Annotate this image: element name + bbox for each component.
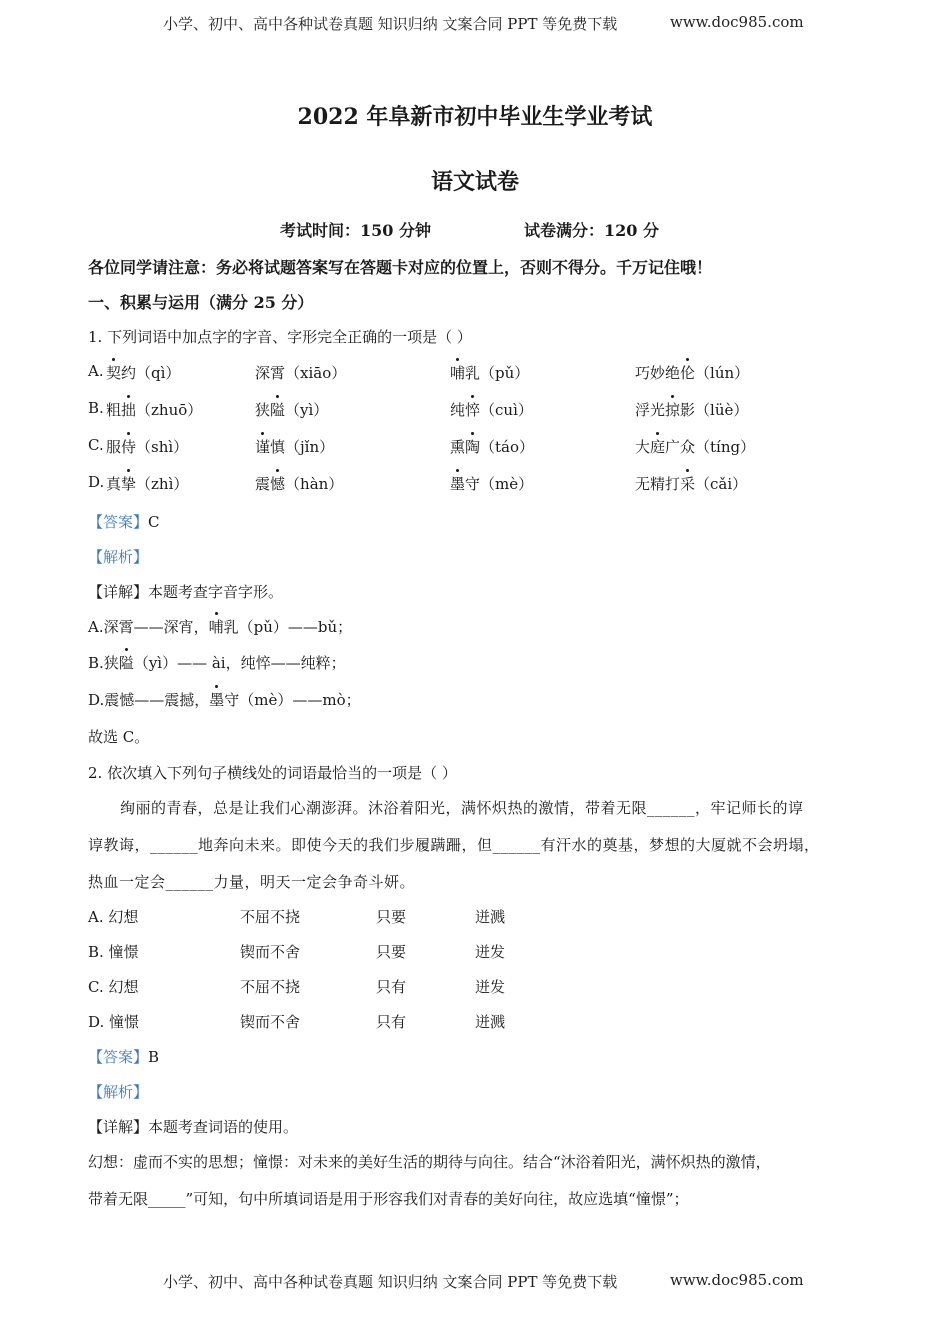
answer-tag: 【答案】 xyxy=(88,513,149,531)
q1-explain-line: B.狭隘（yì）—— ài，纯悴——纯粹； xyxy=(88,654,346,672)
q2-option-label: B. 憧憬 xyxy=(88,943,139,961)
q1-option-word: 纯悴（cuì） xyxy=(450,401,533,419)
q1-option-word: 熏陶（táo） xyxy=(450,438,535,456)
q1-option-word: 深霄（xiāo） xyxy=(255,364,347,382)
exam-score: 试卷满分：120 分 xyxy=(524,221,659,240)
q1-analysis-tag: 【解析】 xyxy=(88,548,149,566)
detail-tag: 【详解】 xyxy=(88,1118,149,1136)
q1-option-word: 哺乳（pǔ） xyxy=(450,364,530,382)
footer-url[interactable]: www.doc985.com xyxy=(670,1271,804,1289)
header-url[interactable]: www.doc985.com xyxy=(670,13,804,31)
q1-option-word: 契约（qì） xyxy=(106,364,181,382)
detail-text: 本题考查词语的使用。 xyxy=(148,1118,299,1136)
section-heading: 一、积累与运用（满分 25 分） xyxy=(88,293,314,312)
q2-passage-line: 谆教诲，______地奔向未来。即使今天的我们步履蹒跚，但______有汗水的奠基，梦想的大厦就不会坍塌， xyxy=(88,836,820,854)
q1-option-word: 服侍（shì） xyxy=(106,438,189,456)
q1-option-label: D. xyxy=(88,473,105,491)
q1-option-word: 狭隘（yì） xyxy=(255,401,329,419)
q1-answer xyxy=(88,511,160,532)
detail-text: 本题考查字音字形。 xyxy=(148,583,284,601)
q1-option-word: 墨守（mè） xyxy=(450,475,534,493)
q1-detail xyxy=(88,581,283,602)
q2-option-c1: 不屈不挠 xyxy=(240,978,301,996)
q2-option-label: C. 幻想 xyxy=(88,978,139,996)
q2-stem: 2. 依次填入下列句子横线处的词语最恰当的一项是（ ） xyxy=(88,764,457,782)
exam-notice: 各位同学请注意：务必将试题答案写在答题卡对应的位置上，否则不得分。千万记住哦！ xyxy=(88,258,713,277)
header-banner: 小学、初中、高中各种试卷真题 知识归纳 文案合同 PPT 等免费下载 xyxy=(163,15,618,33)
exam-subtitle: 语文试卷 xyxy=(430,169,519,195)
q2-option-c2: 只有 xyxy=(376,978,407,996)
q2-detail xyxy=(88,1116,298,1137)
exam-title: 2022 年阜新市初中毕业生学业考试 xyxy=(297,104,653,130)
exam-time: 考试时间：150 分钟 xyxy=(280,221,431,240)
answer-tag: 【答案】 xyxy=(88,1048,149,1066)
q2-analysis-tag: 【解析】 xyxy=(88,1083,149,1101)
q2-option-label: A. 幻想 xyxy=(88,908,139,926)
q2-option-c3: 迸溅 xyxy=(475,908,506,926)
q2-explanation-line: 幻想：虚而不实的思想；憧憬：对未来的美好生活的期待与向往。结合“沐浴着阳光，满怀炽热的激情， xyxy=(88,1153,771,1171)
q1-explain-line: D.震憾——震撼，墨守（mè）——mò； xyxy=(88,691,361,709)
q2-option-c2: 只要 xyxy=(376,943,407,961)
q1-option-label: A. xyxy=(88,362,104,380)
q1-option-word: 巧妙绝伦（lún） xyxy=(635,364,750,382)
q2-passage-line: 绚丽的青春，总是让我们心潮澎湃。沐浴着阳光，满怀炽热的激情，带着无限______，牢记师长的谆 xyxy=(120,799,804,817)
q1-option-word: 浮光掠影（lüè） xyxy=(635,401,749,419)
q2-answer xyxy=(88,1046,159,1067)
q1-option-word: 真挚（zhì） xyxy=(106,475,189,493)
q1-option-label: B. xyxy=(88,399,104,417)
q1-stem: 1. 下列词语中加点字的字音、字形完全正确的一项是（ ） xyxy=(88,328,472,346)
detail-tag: 【详解】 xyxy=(88,583,149,601)
q2-option-label: D. 憧憬 xyxy=(88,1013,140,1031)
q1-option-label: C. xyxy=(88,436,104,454)
q2-option-c3: 迸溅 xyxy=(475,1013,506,1031)
q1-option-word: 谨慎（jǐn） xyxy=(255,438,335,456)
q2-option-c2: 只要 xyxy=(376,908,407,926)
answer-value: C xyxy=(148,513,160,531)
q2-option-c3: 迸发 xyxy=(475,943,506,961)
footer-banner: 小学、初中、高中各种试卷真题 知识归纳 文案合同 PPT 等免费下载 xyxy=(163,1273,618,1291)
q2-option-c1: 锲而不舍 xyxy=(240,1013,301,1031)
q1-option-word: 粗拙（zhuō） xyxy=(106,401,203,419)
q1-option-word: 震憾（hàn） xyxy=(255,475,344,493)
q2-option-c1: 锲而不舍 xyxy=(240,943,301,961)
answer-value: B xyxy=(148,1048,160,1066)
q2-option-c2: 只有 xyxy=(376,1013,407,1031)
q2-explanation-line: 带着无限_____”可知，句中所填词语是用于形容我们对青春的美好向往，故应选填“憧憬”； xyxy=(88,1190,689,1208)
q1-option-word: 大庭广众（tíng） xyxy=(635,438,756,456)
q1-explain-line: A.深霄——深宵，哺乳（pǔ）——bǔ； xyxy=(88,618,353,636)
q2-passage-line: 热血一定会______力量，明天一定会争奇斗妍。 xyxy=(88,873,416,891)
q2-option-c1: 不屈不挠 xyxy=(240,908,301,926)
q1-option-word: 无精打采（cǎi） xyxy=(635,475,748,493)
q1-conclusion: 故选 C。 xyxy=(88,728,150,746)
q2-option-c3: 迸发 xyxy=(475,978,506,996)
